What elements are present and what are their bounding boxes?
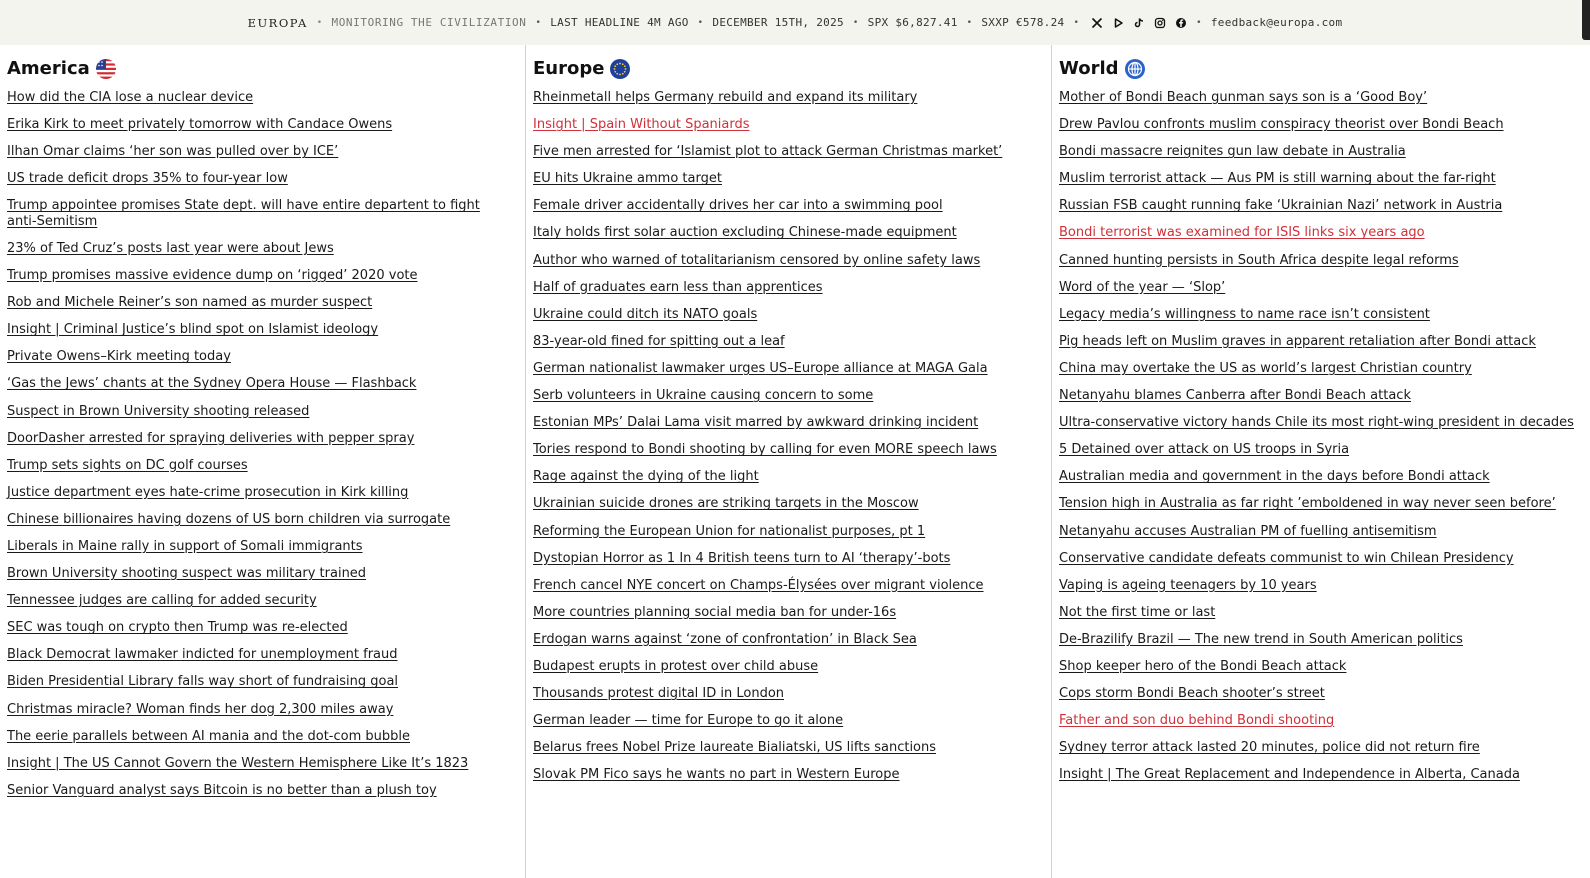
headline-link[interactable]: Suspect in Brown University shooting released [7, 403, 310, 419]
headline-item [7, 539, 525, 555]
headline-link[interactable]: German leader — time for Europe to go it alone [533, 713, 844, 729]
headline-link[interactable]: Mother of Bondi Beach gunman says son is a ‘Good Boy’ [1059, 90, 1428, 105]
headline-link[interactable]: Father and son duo behind Bondi shooting [1059, 713, 1335, 729]
headline-item [1059, 496, 1590, 512]
headline-link[interactable]: Private Owens–Kirk meeting today [7, 349, 231, 365]
brand-name[interactable]: EUROPA [247, 15, 308, 30]
headline-link[interactable]: De-Brazilify Brazil — The new trend in South American politics [1059, 631, 1463, 647]
headline-item [7, 431, 525, 447]
headline-link[interactable]: Thousands protest digital ID in London [533, 686, 785, 702]
headline-item [533, 605, 1051, 621]
scrollbar-thumb[interactable] [1582, 0, 1590, 40]
headline-link[interactable]: Muslim terrorist attack — Aus PM is still warning about the far-right [1059, 171, 1496, 187]
headline-item [7, 729, 525, 745]
headline-link[interactable]: Not the first time or last [1059, 604, 1216, 620]
column-heading-world [1059, 58, 1590, 79]
america-headline-list [7, 90, 525, 798]
spx-ticker: SPX $6,827.41 [867, 16, 958, 29]
headline-item [533, 659, 1051, 675]
headline-item [7, 171, 525, 187]
headline-link[interactable]: Erdogan warns against ‘zone of confrontation’ in Black Sea [533, 631, 917, 647]
headline-item [533, 144, 1051, 160]
headline-link[interactable]: DoorDasher arrested for spraying deliveries with pepper spray [7, 430, 415, 446]
headline-link[interactable]: Legacy media’s willingness to name race isn’t consistent [1059, 306, 1430, 322]
headline-link[interactable]: Netanyahu accuses Australian PM of fuelling antisemitism [1059, 523, 1437, 539]
headline-item [1059, 578, 1590, 594]
headline-link[interactable]: Liberals in Maine rally in support of Somali immigrants [7, 539, 363, 554]
headline-item [1059, 334, 1590, 350]
headline-link[interactable]: SEC was tough on crypto then Trump was re-elected [7, 620, 348, 636]
headline-link[interactable]: Tension high in Australia as far right ’emboldened in way never seen before’ [1059, 496, 1556, 512]
separator-dot: • [1073, 17, 1080, 28]
headline-link[interactable]: 83-year-old fined for spitting out a leaf [533, 333, 785, 349]
news-columns [0, 45, 1590, 878]
tiktok-icon[interactable] [1132, 16, 1145, 29]
headline-link[interactable]: More countries planning social media ban for under-16s [533, 604, 897, 620]
headline-link[interactable]: Ilhan Omar claims ‘her son was pulled over by ICE’ [7, 144, 339, 160]
social-links [1090, 16, 1187, 29]
headline-item [533, 578, 1051, 594]
facebook-icon[interactable] [1174, 16, 1187, 29]
headline-item [533, 767, 1051, 783]
headline-item [7, 376, 525, 392]
headline-item [7, 198, 525, 229]
headline-link[interactable]: Brown University shooting suspect was military trained [7, 566, 367, 582]
headline-item [1059, 659, 1590, 675]
headline-item [1059, 686, 1590, 702]
headline-link[interactable]: Australian media and government in the days before Bondi attack [1059, 469, 1490, 485]
headline-item [533, 496, 1051, 512]
headline-item [7, 512, 525, 528]
headline-link[interactable]: Conservative candidate defeats communist to win Chilean Presidency [1059, 550, 1514, 566]
headline-item [533, 225, 1051, 241]
x-icon[interactable] [1090, 16, 1103, 29]
headline-item [533, 90, 1051, 106]
headline-item [7, 647, 525, 663]
column-heading-europe [533, 58, 1051, 79]
headline-item [533, 415, 1051, 431]
headline-link[interactable]: Chinese billionaires having dozens of US born children via surrogate [7, 511, 451, 527]
headline-item [7, 144, 525, 160]
last-headline: LAST HEADLINE 4M AGO [550, 16, 689, 29]
headline-item [1059, 171, 1590, 187]
headline-link[interactable]: Sydney terror attack lasted 20 minutes, police did not return fire [1059, 740, 1480, 756]
headline-link[interactable]: Estonian MPs’ Dalai Lama visit marred by awkward drinking incident [533, 415, 979, 431]
column-title: World [1059, 58, 1119, 79]
headline-item [7, 702, 525, 718]
headline-link[interactable]: Vaping is ageing teenagers by 10 years [1059, 577, 1317, 593]
headline-link[interactable]: Five men arrested for ‘Islamist plot to attack German Christmas market’ [533, 144, 1003, 160]
headline-link[interactable]: 23% of Ted Cruz’s posts last year were about Jews [7, 240, 334, 256]
headline-item [533, 307, 1051, 323]
headline-link[interactable]: Black Democrat lawmaker indicted for unemployment fraud [7, 647, 398, 663]
headline-item [1059, 442, 1590, 458]
headline-item [1059, 253, 1590, 269]
europe-column [526, 45, 1052, 878]
us-flag-icon [96, 59, 116, 79]
headline-link[interactable]: China may overtake the US as world’s largest Christian country [1059, 360, 1472, 376]
headline-item [533, 469, 1051, 485]
headline-item [533, 280, 1051, 296]
current-date: DECEMBER 15TH, 2025 [712, 16, 844, 29]
headline-item [533, 361, 1051, 377]
headline-item [7, 674, 525, 690]
headline-link[interactable]: Shop keeper hero of the Bondi Beach attack [1059, 658, 1347, 674]
headline-item [1059, 713, 1590, 729]
headline-item [7, 268, 525, 284]
headline-link[interactable]: Slovak PM Fico says he wants no part in Western Europe [533, 767, 900, 783]
headline-link[interactable]: Insight | The US Cannot Govern the Western Hemisphere Like It’s 1823 [7, 755, 469, 771]
headline-item [7, 241, 525, 257]
headline-link[interactable]: Dystopian Horror as 1 In 4 British teens turn to AI ‘therapy’-bots [533, 550, 951, 566]
headline-item [1059, 551, 1590, 567]
headline-link[interactable]: Erika Kirk to meet privately tomorrow with Candace Owens [7, 117, 393, 133]
column-title: Europe [533, 58, 605, 79]
headline-item [1059, 740, 1590, 756]
separator-dot: • [535, 17, 542, 28]
headline-link[interactable]: Ukraine could ditch its NATO goals [533, 306, 758, 322]
world-column [1052, 45, 1590, 878]
sxxp-ticker: SXXP €578.24 [981, 16, 1065, 29]
headline-item [1059, 117, 1590, 133]
headline-link[interactable]: Rage against the dying of the light [533, 469, 759, 485]
headline-item [1059, 90, 1590, 106]
headline-link[interactable]: Insight | Spain Without Spaniards [533, 117, 750, 133]
headline-link[interactable]: Reforming the European Union for nationalist purposes, pt 1 [533, 523, 926, 539]
headline-item [7, 349, 525, 365]
headline-link[interactable]: Word of the year — ‘Slop’ [1059, 279, 1226, 295]
feedback-email-link[interactable]: feedback@europa.com [1210, 16, 1343, 29]
headline-link[interactable]: US trade deficit drops 35% to four-year low [7, 171, 288, 187]
headline-link[interactable]: Russian FSB caught running fake ‘Ukrainian Nazi’ network in Austria [1059, 198, 1503, 214]
headline-link[interactable]: How did the CIA lose a nuclear device [7, 90, 254, 105]
headline-link[interactable]: Bondi massacre reignites gun law debate in Australia [1059, 144, 1406, 160]
headline-link[interactable]: Biden Presidential Library falls way short of fundraising goal [7, 674, 399, 690]
headline-link[interactable]: Christmas miracle? Woman finds her dog 2,300 miles away [7, 701, 394, 717]
headline-item [533, 171, 1051, 187]
column-heading-america [7, 58, 525, 79]
headline-item [1059, 605, 1590, 621]
headline-link[interactable]: French cancel NYE concert on Champs-Élysées over migrant violence [533, 577, 984, 593]
headline-item [1059, 225, 1590, 241]
headline-link[interactable]: Drew Pavlou confronts muslim conspiracy theorist over Bondi Beach [1059, 117, 1504, 133]
headline-link[interactable]: Insight | The Great Replacement and Independence in Alberta, Canada [1059, 767, 1520, 783]
separator-dot: • [697, 17, 704, 28]
headline-item [7, 322, 525, 338]
headline-item [1059, 388, 1590, 404]
headline-item [533, 524, 1051, 540]
headline-item [7, 295, 525, 311]
headline-item [1059, 198, 1590, 214]
headline-link[interactable]: Justice department eyes hate-crime prosecution in Kirk killing [7, 484, 409, 500]
headline-item [533, 686, 1051, 702]
headline-link[interactable]: Budapest erupts in protest over child abuse [533, 658, 819, 674]
headline-item [7, 404, 525, 420]
motto: MONITORING THE CIVILIZATION [331, 16, 527, 29]
headline-item [7, 566, 525, 582]
headline-link[interactable]: The eerie parallels between AI mania and the dot-com bubble [7, 728, 410, 744]
headline-link[interactable]: German nationalist lawmaker urges US–Europe alliance at MAGA Gala [533, 360, 988, 376]
america-column [0, 45, 526, 878]
headline-link[interactable]: Author who warned of totalitarianism censored by online safety laws [533, 252, 981, 268]
headline-link[interactable]: Italy holds first solar auction excluding Chinese-made equipment [533, 225, 957, 241]
headline-item [533, 117, 1051, 133]
headline-link[interactable]: Belarus frees Nobel Prize laureate Bialiatski, US lifts sanctions [533, 740, 937, 756]
headline-link[interactable]: Rob and Michele Reiner’s son named as murder suspect [7, 295, 373, 311]
headline-link[interactable]: Female driver accidentally drives her car into a swimming pool [533, 198, 943, 214]
headline-item [533, 740, 1051, 756]
headline-link[interactable]: Trump appointee promises State dept. will have entire departent to fight anti-Semitism [7, 198, 480, 229]
world-headline-list [1059, 90, 1590, 783]
instagram-icon[interactable] [1153, 16, 1166, 29]
headline-item [533, 198, 1051, 214]
headline-item [1059, 307, 1590, 323]
headline-item [1059, 469, 1590, 485]
headline-link[interactable]: Rheinmetall helps Germany rebuild and expand its military [533, 90, 918, 105]
headline-item [1059, 632, 1590, 648]
headline-link[interactable]: EU hits Ukraine ammo target [533, 171, 722, 187]
headline-link[interactable]: Cops storm Bondi Beach shooter’s street [1059, 686, 1325, 702]
headline-link[interactable]: Ultra-conservative victory hands Chile its most right-wing president in decades [1059, 415, 1574, 431]
headline-item [1059, 524, 1590, 540]
headline-item [7, 458, 525, 474]
top-bar [0, 0, 1590, 45]
headline-link[interactable]: Trump sets sights on DC golf courses [7, 457, 248, 473]
headline-item [533, 334, 1051, 350]
europe-headline-list [533, 90, 1051, 783]
headline-link[interactable]: Canned hunting persists in South Africa despite legal reforms [1059, 252, 1459, 268]
headline-item [7, 756, 525, 772]
headline-item [533, 551, 1051, 567]
headline-item [533, 632, 1051, 648]
headline-link[interactable]: Pig heads left on Muslim graves in apparent retaliation after Bondi attack [1059, 333, 1536, 349]
column-title: America [7, 58, 90, 79]
headline-item [533, 713, 1051, 729]
headline-item [7, 593, 525, 609]
headline-link[interactable]: Tories respond to Bondi shooting by calling for even MORE speech laws [533, 442, 997, 458]
headline-item [1059, 144, 1590, 160]
headline-item [7, 485, 525, 501]
headline-link[interactable]: Half of graduates earn less than apprentices [533, 279, 823, 295]
headline-link[interactable]: Insight | Criminal Justice’s blind spot on Islamist ideology [7, 322, 379, 338]
headline-item [533, 253, 1051, 269]
headline-item [533, 442, 1051, 458]
headline-item [1059, 415, 1590, 431]
headline-item [1059, 280, 1590, 296]
headline-item [533, 388, 1051, 404]
rumble-icon[interactable] [1111, 16, 1124, 29]
headline-item [1059, 767, 1590, 783]
globe-icon [1125, 59, 1145, 79]
headline-link[interactable]: Senior Vanguard analyst says Bitcoin is no better than a plush toy [7, 782, 437, 798]
separator-dot: • [966, 17, 973, 28]
headline-item [7, 783, 525, 799]
headline-item [7, 620, 525, 636]
headline-item [7, 117, 525, 133]
separator-dot: • [1196, 17, 1202, 28]
headline-item [7, 90, 525, 106]
eu-flag-icon [610, 59, 630, 79]
separator-dot: • [852, 17, 859, 28]
headline-link[interactable]: Trump promises massive evidence dump on ‘rigged’ 2020 vote [7, 268, 418, 284]
headline-item [1059, 361, 1590, 377]
headline-link[interactable]: Tennessee judges are calling for added security [7, 593, 317, 609]
headline-link[interactable]: Netanyahu blames Canberra after Bondi Beach attack [1059, 388, 1411, 404]
headline-link[interactable]: 5 Detained over attack on US troops in Syria [1059, 442, 1350, 458]
headline-link[interactable]: Serb volunteers in Ukraine causing concern to some [533, 388, 874, 404]
headline-link[interactable]: ‘Gas the Jews’ chants at the Sydney Opera House — Flashback [7, 376, 417, 392]
separator-dot: • [316, 17, 323, 28]
headline-link[interactable]: Ukrainian suicide drones are striking targets in the Moscow [533, 496, 919, 512]
headline-link[interactable]: Bondi terrorist was examined for ISIS links six years ago [1059, 225, 1425, 241]
